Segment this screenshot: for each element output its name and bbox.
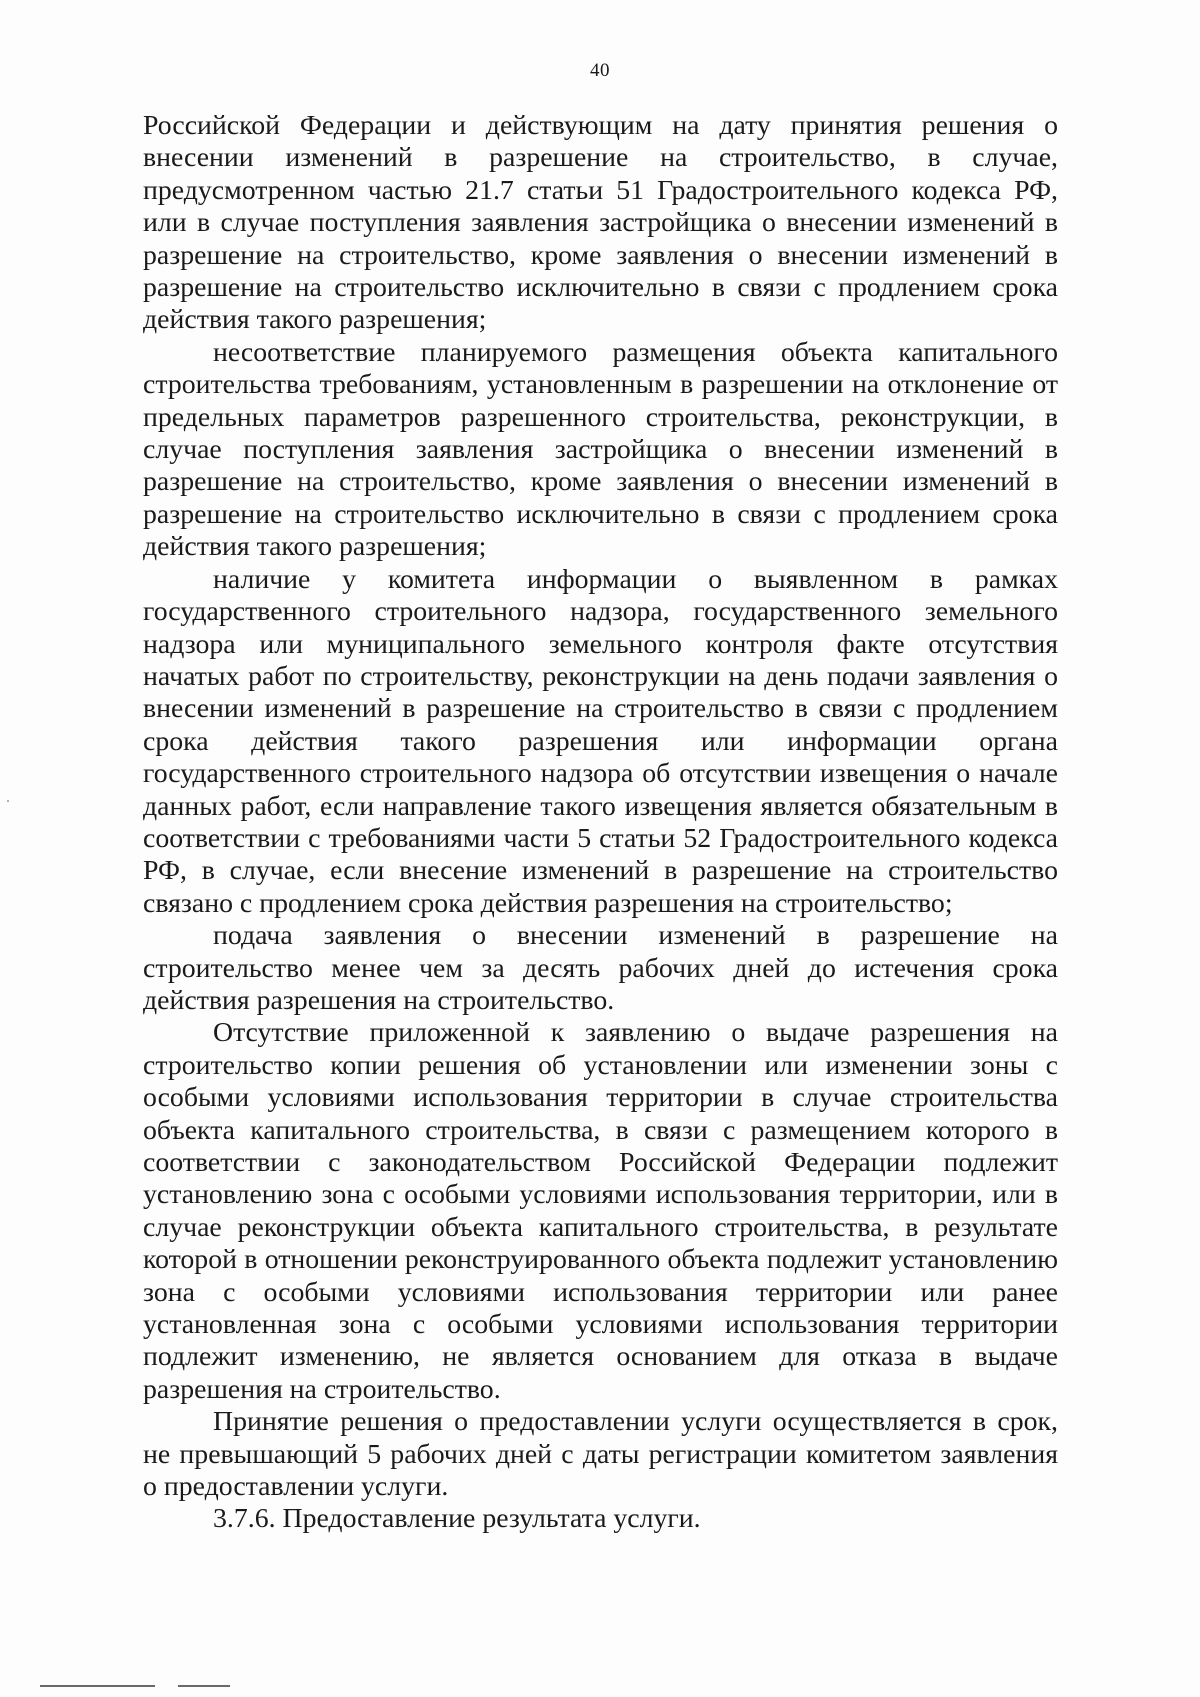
paragraph-committee-information: наличие у комитета информации о выявленном в рамках государственного строительного надзора, государственного земельного надзора или муниципального земельного контроля факте отсутствия начатых работ по строительству, реконструкции на день подачи заявления о внесении изменений в разрешение на строительство в связи с продлением срока действия такого разрешения или информации органа государственного строительного надзора об отсутствии извещения о начале данных работ, если направление такого извещения является обязательным в соответствии с требованиями части 5 статьи 52 Градостроительного кодекса РФ, в случае, если внесение изменений в разрешение на строительство связано с продлением срока действия разрешения на строительство; [143,563,1058,919]
paragraph-decision-term: Принятие решения о предоставлении услуги осуществляется в срок, не превышающий 5 рабочих дней с даты регистрации комитетом заявления о предоставлении услуги. [143,1406,1058,1503]
scan-artifact-dot [7,800,9,802]
scan-artifact-line [178,1685,230,1687]
page-number: 40 [590,60,610,81]
paragraph-application-deadline: подача заявления о внесении изменений в разрешение на строительство менее чем за десять рабочих дней до истечения срока действия разрешения на строительство. [143,920,1058,1016]
document-body [143,110,1058,1536]
section-heading-3-7-6: 3.7.6. Предоставление результата услуги. [213,1503,701,1535]
scan-artifact-line [40,1685,155,1687]
paragraph-continuation: Российской Федерации и действующим на дату принятия решения о внесении изменений в разрешение на строительство, в случае, предусмотренном частью 21.7 статьи 51 Градостроительного кодекса РФ, или в случае поступления заявления застройщика о внесении изменений в разрешение на строительство, кроме заявления о внесении изменений в разрешение на строительство исключительно в связи с продлением срока действия такого разрешения; [143,110,1058,336]
paragraph-special-zone: Отсутствие приложенной к заявлению о выдаче разрешения на строительство копии решения об установлении или изменении зоны с особыми условиями использования территории в случае строительства объекта капитального строительства, в связи с размещением которого в соответствии с законодательством Российской Федерации подлежит установлению зона с особыми условиями использования территории, или в случае реконструкции объекта капитального строительства, в результате которой в отношении реконструированного объекта подлежит установлению зона с особыми условиями использования территории или ранее установленная зона с особыми условиями использования территории подлежит изменению, не является основанием для отказа в выдаче разрешения на строительство. [143,1017,1058,1405]
paragraph-nonconformity: несоответствие планируемого размещения объекта капитального строительства требованиям, установленным в разрешении на отклонение от предельных параметров разрешенного строительства, реконструкции, в случае поступления заявления застройщика о внесении изменений в разрешение на строительство, кроме заявления о внесении изменений в разрешение на строительство исключительно в связи с продлением срока действия такого разрешения; [143,336,1058,563]
